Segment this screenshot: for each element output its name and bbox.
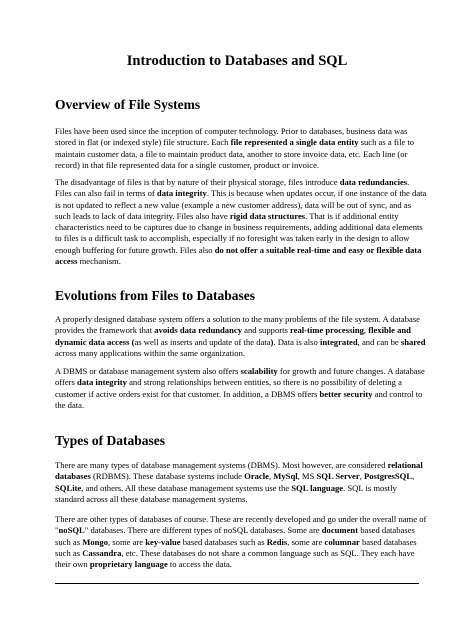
bold-text: rigid data structures [229, 210, 306, 221]
text-run: to access the data. [167, 559, 232, 570]
text-run: , etc. These databases do not share a common language such as SQL. They each have their own [55, 547, 415, 570]
paragraph [55, 177, 427, 267]
bold-text: MySql [273, 471, 298, 482]
text-run: , [359, 471, 364, 482]
text-run: . Data is also [273, 336, 320, 347]
text-run: as well as inserts and update of the data [134, 336, 271, 347]
bold-text: Cassandra [82, 547, 122, 558]
text-run: mechanism. [77, 256, 121, 267]
bold-text: real-time processing [289, 325, 364, 336]
paragraph [55, 126, 427, 171]
text-run: The disadvantage of files is that by nature of their physical storage, files introduce [55, 177, 340, 187]
text-run: (RDBMS). These database systems include [90, 471, 245, 482]
text-run: A DBMS or database management system also offers [55, 366, 241, 376]
text-run: , and others. All these database management systems use the [81, 482, 292, 493]
text-run: , [363, 325, 369, 336]
bold-text: shared [400, 336, 426, 347]
text-run: . Files can also fail in terms of [55, 177, 410, 199]
text-run: such as a file to maintain customer data, a file to maintain product data, another to store invoice data, etc. Each line (or record) in that file represented data for a single customer, product or invoice. [55, 137, 415, 170]
footer-divider [55, 583, 419, 584]
bold-text: data integrity [156, 188, 207, 199]
bold-text: ) [270, 336, 274, 347]
text-run: and strong relationships between entities, so there is no possibility of deleting a customer if active orders exist for that customer. In addition, a DBMS offers [55, 377, 402, 399]
bold-text: file represented a single data entity [230, 137, 359, 148]
text-run: for growth and future changes. A database offers [55, 366, 425, 388]
text-run: A properly designed database system offers a solution to the many problems of the file system. A database provides the framework that [55, 314, 420, 336]
bold-text: Oracle [244, 471, 269, 482]
bold-text: noSQL [58, 525, 85, 536]
document-title: Introduction to Databases and SQL [126, 53, 348, 69]
bold-text: data redundancies [339, 177, 408, 187]
text-run: , MS [297, 471, 317, 482]
text-run: based databases such as [55, 525, 415, 547]
bold-text: integrated [319, 336, 358, 347]
text-run: and control to the data. [55, 388, 423, 410]
paragraph [55, 460, 427, 505]
text-run: . This is because when updates occur, if one instance of the data is not updated to reflect a new value (example a new customer address), data will be out of sync, and as such leads to lack of data integrity. Files also have [55, 188, 427, 221]
text-run: across many applications within the same organization. [55, 347, 246, 358]
text-run: based databases such as [55, 536, 417, 558]
text-run: Files have been used since the inception of computer technology. Prior to databases, business data was stored in flat (or indexed style) file structure. Each [55, 126, 408, 148]
bold-text: document [321, 525, 359, 536]
bold-text: data integrity [77, 377, 127, 388]
text-run: There are many types of database management systems (DBMS). Most however, are considered [55, 460, 388, 470]
bold-text: key-value [145, 536, 181, 547]
text-run: . That is if additional entity characteristics need to be captures due to change in business requirements, adding additional data elements to files is a difficult task to accomplish, especially if no foresight was taken early in the design to allow enough buffering for future growth. Files also [55, 210, 423, 255]
bold-text: Mongo [82, 536, 108, 547]
bold-text: PostgresSQL [364, 471, 413, 482]
paragraph [55, 314, 427, 359]
text-run: " databases. There are different types of noSQL databases. Some are [84, 525, 322, 536]
paragraph [55, 514, 427, 570]
bold-text: SQL language [291, 482, 344, 493]
bold-text: SQL Server [316, 471, 360, 482]
bold-text: avoids data redundancy [154, 325, 242, 336]
bold-text: Redis [266, 536, 288, 547]
bold-text: SQLite [55, 482, 82, 493]
section-heading-types: Types of Databases [55, 433, 166, 448]
text-run: , [412, 471, 415, 482]
bold-text: columnar [324, 536, 360, 547]
text-run: There are other types of databases of course. These are recently developed and go under the overall name of " [55, 514, 427, 536]
bold-text: better security [319, 388, 373, 399]
bold-text: do not offer a suitable real-time and easy or flexible data access [55, 244, 422, 267]
bold-text: scalability [240, 366, 278, 376]
bold-text: flexible and dynamic data access ( [55, 325, 411, 347]
text-run: and supports [242, 325, 290, 336]
text-run: , [268, 471, 274, 482]
text-run: , and can be [357, 336, 401, 347]
bold-text: relational databases [55, 460, 423, 482]
text-run: based databases such as [180, 536, 267, 547]
text-run: . SQL is mostly standard across all these database management systems. [55, 482, 397, 504]
section-heading-evolutions: Evolutions from Files to Databases [55, 288, 256, 303]
paragraph [55, 366, 427, 411]
text-run: , some are [287, 536, 325, 547]
bold-text: proprietary language [89, 559, 168, 570]
section-heading-overview: Overview of File Systems [55, 97, 201, 112]
text-run: , some are [108, 536, 146, 547]
